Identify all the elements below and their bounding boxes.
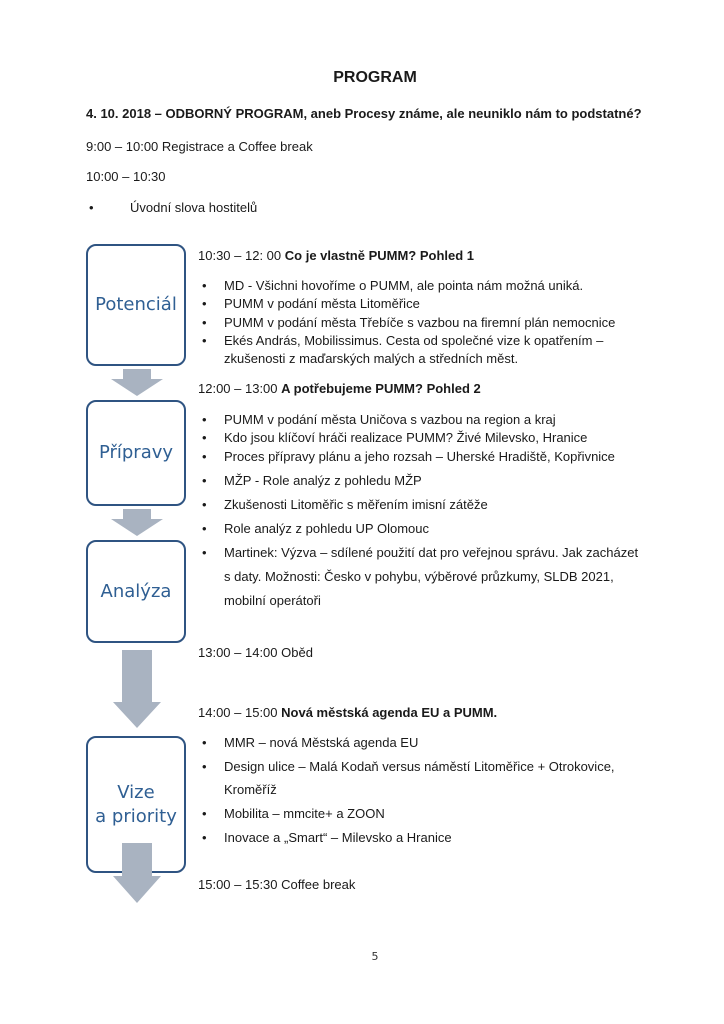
program-subtitle: 4. 10. 2018 – ODBORNÝ PROGRAM, aneb Procesy známe, ale neuniklo nám to podstatné? bbox=[86, 106, 642, 121]
session-4-heading bbox=[198, 705, 497, 720]
item-text: Kdo jsou klíčoví hráči realizace PUMM? Živé Milevsko, Hranice bbox=[224, 430, 588, 445]
session-time: 14:00 – 15:00 bbox=[198, 705, 278, 720]
bullet-icon: • bbox=[89, 200, 94, 215]
bullet-icon: • bbox=[202, 449, 207, 464]
coffee-break-line bbox=[198, 877, 355, 892]
stage-label-line-2: a priority bbox=[95, 805, 177, 827]
item-text: Design ulice – Malá Kodaň versus náměstí Litoměřice + Otrokovice, bbox=[224, 759, 615, 774]
session-2-item-continuation: mobilní operátoři bbox=[224, 593, 321, 608]
item-text: Ekés András, Mobilissimus. Cesta od společné vize k opatřením – bbox=[224, 333, 604, 348]
session-time: 15:00 – 15:30 bbox=[198, 877, 278, 892]
session-time: 12:00 – 13:00 bbox=[198, 381, 278, 396]
session-title: A potřebujeme PUMM? Pohled 2 bbox=[281, 381, 481, 396]
stage-label: Potenciál bbox=[95, 294, 177, 315]
item-text: Martinek: Výzva – sdílené použití dat pro veřejnou správu. Jak zacházet bbox=[224, 545, 639, 560]
item-text: MD - Všichni hovoříme o PUMM, ale pointa nám možná uniká. bbox=[224, 278, 584, 293]
item-text: PUMM v podání města Třebíče s vazbou na firemní plán nemocnice bbox=[224, 315, 616, 330]
page-title: PROGRAM bbox=[333, 69, 417, 86]
bullet-icon: • bbox=[202, 430, 207, 445]
stage-label: Přípravy bbox=[98, 442, 174, 463]
item-text: PUMM v podání města Litoměřice bbox=[224, 296, 420, 311]
registration-line: 9:00 – 10:00 Registrace a Coffee break bbox=[86, 139, 313, 154]
bullet-icon: • bbox=[202, 545, 207, 560]
bullet-icon: • bbox=[202, 278, 207, 293]
welcome-time: 10:00 – 10:30 bbox=[86, 169, 166, 184]
down-arrow-icon bbox=[100, 843, 176, 905]
down-arrow-icon bbox=[100, 509, 176, 537]
item-text: Inovace a „Smart“ – Milevsko a Hranice bbox=[224, 830, 452, 845]
session-time: 13:00 – 14:00 bbox=[198, 645, 278, 660]
page-number: 5 bbox=[371, 950, 379, 963]
session-title: Nová městská agenda EU a PUMM. bbox=[281, 705, 498, 720]
bullet-icon: • bbox=[202, 806, 207, 821]
bullet-icon: • bbox=[202, 759, 207, 774]
bullet-icon: • bbox=[202, 521, 207, 536]
session-title: Coffee break bbox=[281, 877, 356, 892]
item-text: Role analýz z pohledu UP Olomouc bbox=[224, 521, 429, 536]
stage-box-pripravy bbox=[86, 400, 186, 506]
session-1-heading bbox=[198, 248, 474, 263]
session-2-item-continuation: s daty. Možnosti: Česko v pohybu, výběrové průzkumy, SLDB 2021, bbox=[224, 569, 614, 584]
bullet-icon: • bbox=[202, 497, 207, 512]
item-text: Zkušenosti Litoměřic s měřením imisní zátěže bbox=[224, 497, 488, 512]
bullet-icon: • bbox=[202, 296, 207, 311]
bullet-icon: • bbox=[202, 735, 207, 750]
item-text: MMR – nová Městská agenda EU bbox=[224, 735, 419, 750]
down-arrow-icon bbox=[100, 369, 176, 397]
session-4-item-continuation: Kroměříž bbox=[224, 782, 277, 797]
item-text: Proces přípravy plánu a jeho rozsah – Uherské Hradiště, Kopřivnice bbox=[224, 449, 615, 464]
stage-box-potencial bbox=[86, 244, 186, 366]
session-time: 10:30 – 12: 00 bbox=[198, 248, 282, 263]
session-title: Co je vlastně PUMM? Pohled 1 bbox=[284, 248, 475, 263]
bullet-icon: • bbox=[202, 830, 207, 845]
session-title: Oběd bbox=[281, 645, 313, 660]
item-text: PUMM v podání města Uničova s vazbou na region a kraj bbox=[224, 412, 556, 427]
bullet-icon: • bbox=[202, 473, 207, 488]
bullet-icon: • bbox=[202, 315, 207, 330]
stage-label-line-1: Vize bbox=[117, 781, 155, 803]
bullet-icon: • bbox=[202, 333, 207, 348]
stage-label: Analýza bbox=[100, 580, 172, 602]
welcome-item: Úvodní slova hostitelů bbox=[130, 200, 258, 215]
bullet-icon: • bbox=[202, 412, 207, 427]
item-text: MŽP - Role analýz z pohledu MŽP bbox=[224, 473, 422, 488]
lunch-line bbox=[198, 645, 313, 660]
stage-box-analyza bbox=[86, 540, 186, 643]
down-arrow-icon bbox=[100, 650, 176, 730]
item-text: Mobilita – mmcite+ a ZOON bbox=[224, 806, 385, 821]
session-2-heading bbox=[198, 381, 481, 396]
session-1-item-continuation: zkušenosti z maďarských malých a středních měst. bbox=[224, 351, 519, 366]
